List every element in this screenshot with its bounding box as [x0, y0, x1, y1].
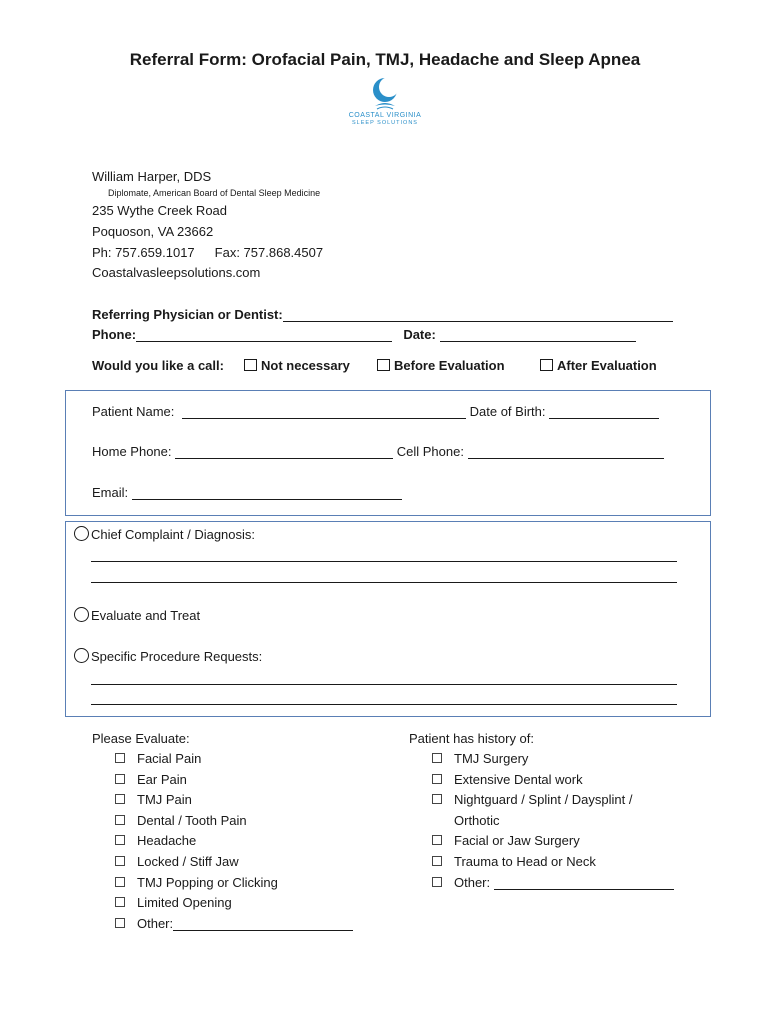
history-item-nightguard-continued: Orthotic — [454, 812, 500, 828]
email-field[interactable] — [132, 485, 402, 500]
referral-phone-field[interactable] — [136, 327, 392, 342]
checkbox-icon[interactable] — [115, 815, 125, 825]
checkbox-icon[interactable] — [115, 753, 125, 763]
radio-icon[interactable] — [74, 648, 89, 663]
evaluate-other-field[interactable] — [173, 916, 353, 931]
history-item-other[interactable]: Other: — [432, 875, 674, 896]
evaluate-treat-option[interactable]: Evaluate and Treat — [74, 607, 200, 623]
home-phone-field[interactable] — [175, 444, 393, 459]
referral-date-field[interactable] — [440, 327, 636, 342]
call-option-after-evaluation[interactable]: After Evaluation — [540, 358, 657, 373]
checkbox-icon[interactable] — [115, 877, 125, 887]
address-line-1: 235 Wythe Creek Road — [92, 203, 228, 218]
checkbox-icon[interactable] — [244, 359, 257, 371]
doctor-phone: Ph: 757.659.1017 — [92, 245, 195, 260]
evaluate-item-facial-pain[interactable]: Facial Pain — [115, 751, 353, 772]
checkbox-icon[interactable] — [115, 774, 125, 784]
referral-phone-date-row — [92, 327, 636, 342]
phone-fax-line — [92, 245, 323, 260]
chief-complaint-line-1[interactable] — [91, 561, 677, 562]
checkbox-icon[interactable] — [432, 877, 442, 887]
checkbox-icon[interactable] — [115, 918, 125, 928]
logo-text-primary: COASTAL VIRGINIA — [348, 112, 422, 119]
please-evaluate-list — [115, 751, 353, 936]
evaluate-item-other[interactable]: Other: — [115, 916, 353, 937]
phone-row — [92, 444, 664, 459]
evaluate-item-headache[interactable]: Headache — [115, 833, 353, 854]
history-item-facial-surgery[interactable]: Facial or Jaw Surgery — [432, 833, 674, 854]
home-phone-label: Home Phone: — [92, 444, 172, 459]
patient-name-field[interactable] — [182, 404, 466, 419]
referring-physician-row — [92, 307, 673, 322]
checkbox-icon[interactable] — [432, 835, 442, 845]
dob-label: Date of Birth: — [469, 404, 546, 419]
cell-phone-field[interactable] — [468, 444, 664, 459]
doctor-name: William Harper, DDS — [92, 169, 212, 184]
chief-complaint-option[interactable]: Chief Complaint / Diagnosis: — [74, 526, 255, 542]
call-option-not-necessary[interactable]: Not necessary — [244, 358, 350, 373]
email-label: Email: — [92, 485, 129, 500]
checkbox-icon[interactable] — [540, 359, 553, 371]
specific-procedure-option[interactable]: Specific Procedure Requests: — [74, 648, 262, 664]
please-evaluate-title: Please Evaluate: — [92, 731, 190, 746]
checkbox-icon[interactable] — [432, 856, 442, 866]
history-item-trauma[interactable]: Trauma to Head or Neck — [432, 854, 674, 875]
doctor-credential: Diplomate, American Board of Dental Sleep Medicine — [108, 188, 321, 198]
cell-phone-label: Cell Phone: — [396, 444, 464, 459]
evaluate-item-locked-jaw[interactable]: Locked / Stiff Jaw — [115, 854, 353, 875]
checkbox-icon[interactable] — [115, 835, 125, 845]
checkbox-icon[interactable] — [377, 359, 390, 371]
referring-physician-field[interactable] — [283, 307, 673, 322]
email-row — [92, 485, 402, 500]
address-line-2: Poquoson, VA 23662 — [92, 224, 214, 239]
page-title: Referral Form: Orofacial Pain, TMJ, Headache and Sleep Apnea — [129, 50, 641, 69]
checkbox-icon[interactable] — [432, 794, 442, 804]
history-title: Patient has history of: — [409, 731, 535, 746]
checkbox-icon[interactable] — [115, 897, 125, 907]
doctor-website: Coastalvasleepsolutions.com — [92, 265, 261, 280]
evaluate-item-limited-opening[interactable]: Limited Opening — [115, 895, 353, 916]
patient-name-row — [92, 404, 659, 419]
call-option-before-evaluation[interactable]: Before Evaluation — [377, 358, 505, 373]
checkbox-icon[interactable] — [115, 856, 125, 866]
call-preference-label: Would you like a call: — [92, 358, 224, 373]
history-item-dental-work[interactable]: Extensive Dental work — [432, 772, 674, 793]
procedure-line-2[interactable] — [91, 704, 677, 705]
referral-phone-label: Phone: — [92, 327, 137, 342]
referring-physician-label: Referring Physician or Dentist: — [92, 307, 283, 322]
dob-field[interactable] — [549, 404, 659, 419]
checkbox-icon[interactable] — [432, 774, 442, 784]
history-list — [432, 751, 674, 895]
referral-date-label: Date: — [403, 327, 436, 342]
logo-text-secondary: SLEEP SOLUTIONS — [352, 120, 418, 126]
patient-name-label: Patient Name: — [92, 404, 175, 419]
chief-complaint-line-2[interactable] — [91, 582, 677, 583]
radio-icon[interactable] — [74, 526, 89, 541]
procedure-line-1[interactable] — [91, 684, 677, 685]
evaluate-item-tmj-pain[interactable]: TMJ Pain — [115, 792, 353, 813]
history-other-field[interactable] — [494, 875, 674, 890]
evaluate-item-ear-pain[interactable]: Ear Pain — [115, 772, 353, 793]
evaluate-item-dental-pain[interactable]: Dental / Tooth Pain — [115, 813, 353, 834]
radio-icon[interactable] — [74, 607, 89, 622]
history-item-tmj-surgery[interactable]: TMJ Surgery — [432, 751, 674, 772]
checkbox-icon[interactable] — [115, 794, 125, 804]
evaluate-item-tmj-popping[interactable]: TMJ Popping or Clicking — [115, 875, 353, 896]
history-item-nightguard[interactable]: Nightguard / Splint / Daysplint / — [432, 792, 674, 813]
checkbox-icon[interactable] — [432, 753, 442, 763]
doctor-fax: Fax: 757.868.4507 — [214, 245, 324, 260]
